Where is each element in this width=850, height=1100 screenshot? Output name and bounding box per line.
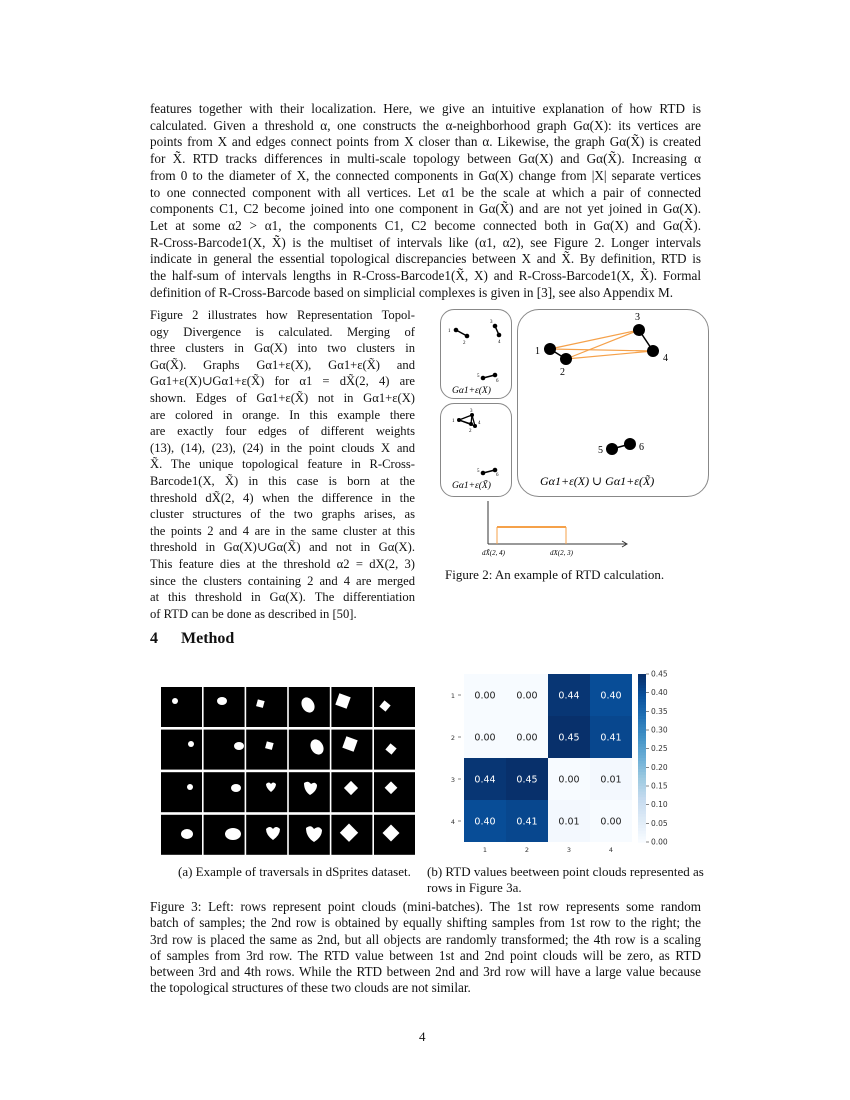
colorbar-tick-label: 0.25 [651, 744, 668, 754]
heatmap-svg [444, 668, 694, 858]
wrap-line: threshold in Gα(X)∪Gα(X̃) and not in Gα(X). [150, 540, 415, 555]
intro-line: components C1, C2 become joined into one component in Gα(X̃) and are not yet joined in Gα(X). [150, 201, 701, 217]
figure3-caption [150, 899, 701, 997]
col-tick-label: 3 [566, 846, 572, 854]
wrap-line: since the clusters containing 2 and 4 are merged [150, 573, 415, 588]
barcode-birth-label: dX̃(2, 4) [482, 549, 505, 557]
col-tick-label: 2 [524, 846, 530, 854]
col-tick-label: 4 [608, 846, 614, 854]
heatmap-value-label: 0.01 [600, 774, 622, 786]
colorbar-tick-label: 0.20 [651, 762, 668, 772]
node-label: 6 [639, 442, 644, 453]
figure2-diagram [440, 305, 710, 565]
sprite-shape [188, 741, 194, 747]
orange-edge [550, 330, 639, 349]
orange-edge [566, 351, 653, 359]
row-tick-label: 2 [450, 734, 455, 742]
section-title: Method [181, 630, 235, 647]
orange-edge [566, 330, 639, 359]
heatmap-value-label: 0.45 [516, 774, 538, 786]
node-label: 3 [490, 320, 493, 325]
col-tick-label: 1 [482, 846, 488, 854]
graph-label: Gα1+ε(X) [452, 386, 491, 396]
section-heading [150, 630, 234, 648]
colorbar-tick-label: 0.10 [651, 800, 668, 810]
node [454, 328, 459, 333]
sprite-shape [225, 828, 241, 840]
intro-line: from 0 to the diameter of X, the connected components in Gα(X) change from |X| separate vertices [150, 167, 701, 183]
wrap-line: threshold dX̃(2, 4) when the difference in the [150, 490, 415, 505]
node [493, 468, 498, 473]
graph-label: Gα1+ε(X) ∪ Gα1+ε(X̃) [540, 474, 655, 488]
node [469, 422, 473, 426]
node-label: 4 [498, 340, 501, 345]
heatmap-value-label: 0.00 [558, 774, 580, 786]
wrap-line: Gα1+ε(X)∪Gα1+ε(X̃) for α1 = dX̃(2, 4) are [150, 374, 415, 389]
heatmap-value-label: 0.00 [516, 732, 538, 744]
intro-line: the half-sum of intervals lengths in R-Cross-Barcode1(X̃, X) and R-Cross-Barcode1(X, X̃). Formal [150, 268, 701, 284]
wrap-line: are colored in orange. In this example there [150, 407, 415, 422]
node-label: 3 [470, 409, 473, 414]
wrap-line: at this threshold in Gα(X). The differentiation [150, 590, 415, 605]
heatmap-value-label: 0.00 [516, 690, 538, 702]
wrap-line: are exactly four edges of different weights [150, 424, 415, 439]
sprite-shape [172, 698, 178, 704]
colorbar-tick-label: 0.05 [651, 818, 668, 828]
graph-box-x [440, 309, 512, 399]
node [606, 443, 618, 455]
node [481, 376, 486, 381]
node [493, 324, 498, 329]
wrap-line: Barcode1(X, X̃) in this case is born at the [150, 473, 415, 488]
heatmap-value-label: 0.00 [474, 732, 496, 744]
node [544, 343, 556, 355]
wrap-line: the points 2 and 4 are in the same cluster at this [150, 523, 415, 538]
section-number: 4 [150, 630, 158, 647]
node-label: 3 [635, 312, 640, 323]
node [473, 424, 477, 428]
heatmap-value-label: 0.01 [558, 816, 580, 828]
colorbar-tick-label: 0.30 [651, 725, 668, 735]
node [493, 373, 498, 378]
wrap-line: of RTD can be done as described in [50]. [150, 606, 357, 621]
graph-union-svg [518, 310, 708, 496]
rtd-heatmap [444, 668, 694, 858]
figure2-explanation [150, 307, 415, 622]
intro-line: indicate in general the essential topological discrepancies between X and X̃. By definition, RTD is [150, 251, 701, 267]
node [633, 324, 645, 336]
intro-line: Let at some α2 > α1, the components C1, C2 become connected both in Gα(X) and Gα(X̃). [150, 217, 701, 233]
node-label: 4 [478, 421, 481, 426]
wrap-line: shown. Edges of Gα1+ε(X̃) not in Gα1+ε(X) [150, 390, 415, 405]
node-label: 2 [560, 367, 565, 378]
intro-line: features together with their localization. Here, we give an intuitive explanation of how RTD is [150, 101, 701, 116]
node [465, 334, 470, 339]
node [560, 353, 572, 365]
caption-line: 3rd row is placed the same as 2nd, but all objects are randomly transformed; the 4th row is a scaling [150, 931, 701, 947]
dsprites-grid [161, 687, 415, 855]
caption-line: Figure 3: Left: rows represent point clouds (mini-batches). The 1st row represents some random [150, 899, 701, 914]
caption-line: between 3rd and 4th rows. While the RTD between 2nd and 3rd row will have a large value because [150, 964, 701, 980]
heatmap-value-label: 0.40 [474, 816, 496, 828]
node-label: 1 [448, 329, 451, 334]
figure2-caption: Figure 2: An example of RTD calculation. [445, 567, 665, 582]
row-tick-label: 4 [450, 818, 455, 826]
sprite-shape [234, 742, 244, 750]
node-label: 1 [452, 419, 455, 424]
colorbar-tick-label: 0.00 [651, 837, 668, 847]
node [481, 471, 486, 476]
node-label: 6 [496, 379, 499, 384]
node-label: 2 [463, 341, 466, 346]
wrap-line: Figure 2 illustrates how Representation Topol- [150, 308, 415, 322]
colorbar-tick-label: 0.40 [651, 688, 668, 698]
heatmap-value-label: 0.44 [474, 774, 496, 786]
wrap-line: (13), (14), (23), (24) in the point clouds X and [150, 440, 415, 455]
caption-line: the topological structures of these two clouds are not similar. [150, 980, 471, 996]
intro-line: definition of R-Cross-Barcode based on simplicial complexes is given in [3], see also Appendix M. [150, 284, 674, 300]
intro-line: calculated. Given a threshold α, one constructs the α-neighborhood graph Gα(X): its vertices are [150, 117, 701, 133]
sprite-shape [231, 784, 241, 792]
graph-label: Gα1+ε(X̃) [452, 481, 491, 491]
intro-line: R-Cross-Barcode1(X, X̃) is the multiset of intervals like (α1, α2), see Figure 2. Longer intervals [150, 234, 701, 250]
colorbar-segment [638, 839, 646, 842]
node-label: 2 [469, 429, 472, 434]
node [647, 345, 659, 357]
node [457, 418, 461, 422]
caption-line: of samples from 3rd row. The RTD value between 1st and 2nd point clouds will be zero, as RTD [150, 947, 701, 963]
heatmap-value-label: 0.00 [600, 816, 622, 828]
wrap-line: ogy Divergence is calculated. Merging of [150, 324, 415, 339]
barcode-plot [440, 497, 710, 563]
node-label: 4 [663, 353, 668, 364]
figure3b-caption: (b) RTD values beetween point clouds represented as rows in Figure 3a. [427, 864, 704, 895]
wrap-line: This feature dies at the threshold α2 = dX(2, 3) [150, 556, 415, 571]
colorbar-tick-label: 0.15 [651, 781, 668, 791]
heatmap-value-label: 0.45 [558, 732, 580, 744]
wrap-line: X̃. The unique topological feature in R-Cross- [150, 457, 415, 472]
wrap-line: Gα(X̃). Graphs Gα1+ε(X), Gα1+ε(X̃) and [150, 357, 415, 372]
caption-line: batch of samples; the 2nd row is obtained by equally shifting samples from 1st row to the right; the [150, 915, 701, 931]
heatmap-value-label: 0.41 [600, 732, 622, 744]
sprite-shape [187, 784, 193, 790]
graph-box-x-tilde [440, 403, 512, 497]
edge [459, 415, 472, 420]
wrap-line: cluster structures of the two graphs arises, as [150, 507, 415, 522]
page-number: 4 [419, 1029, 426, 1044]
intro-line: for X̃. RTD tracks differences in multi-scale topology between Gα(X) and Gα(X̃). Increasing α [150, 151, 701, 167]
sprite-shape [181, 829, 193, 839]
heatmap-value-label: 0.00 [474, 690, 496, 702]
row-tick-label: 3 [450, 776, 455, 784]
intro-line: to one connected component with all vertices. Let α1 be the scale at which a pair of connected [150, 184, 701, 200]
graph-box-union [517, 309, 709, 497]
node-label: 5 [598, 445, 603, 456]
orange-edge [550, 349, 653, 351]
node-label: 5 [477, 469, 480, 474]
node-label: 1 [535, 346, 540, 357]
row-tick-label: 1 [450, 692, 455, 700]
intro-paragraph [150, 101, 701, 301]
colorbar-tick-label: 0.45 [651, 669, 668, 679]
sprite-shape [217, 697, 227, 705]
colorbar-tick-label: 0.35 [651, 706, 668, 716]
node [624, 438, 636, 450]
figure3a-caption: (a) Example of traversals in dSprites dataset. [178, 864, 411, 879]
heatmap-value-label: 0.40 [600, 690, 622, 702]
node-label: 6 [496, 473, 499, 478]
graph-x-svg [441, 310, 511, 398]
intro-line: points from X and edges connect points from X closer than α. Likewise, the graph Gα(X̃) is created [150, 134, 701, 150]
dsprites-svg [161, 687, 415, 855]
heatmap-value-label: 0.44 [558, 690, 580, 702]
graph-x-tilde-svg [441, 404, 511, 496]
node-label: 5 [477, 374, 480, 379]
node [497, 333, 502, 338]
wrap-line: three clusters in Gα(X) into two clusters in [150, 341, 415, 356]
barcode-death-label: dX(2, 3) [550, 549, 573, 557]
heatmap-value-label: 0.41 [516, 816, 538, 828]
